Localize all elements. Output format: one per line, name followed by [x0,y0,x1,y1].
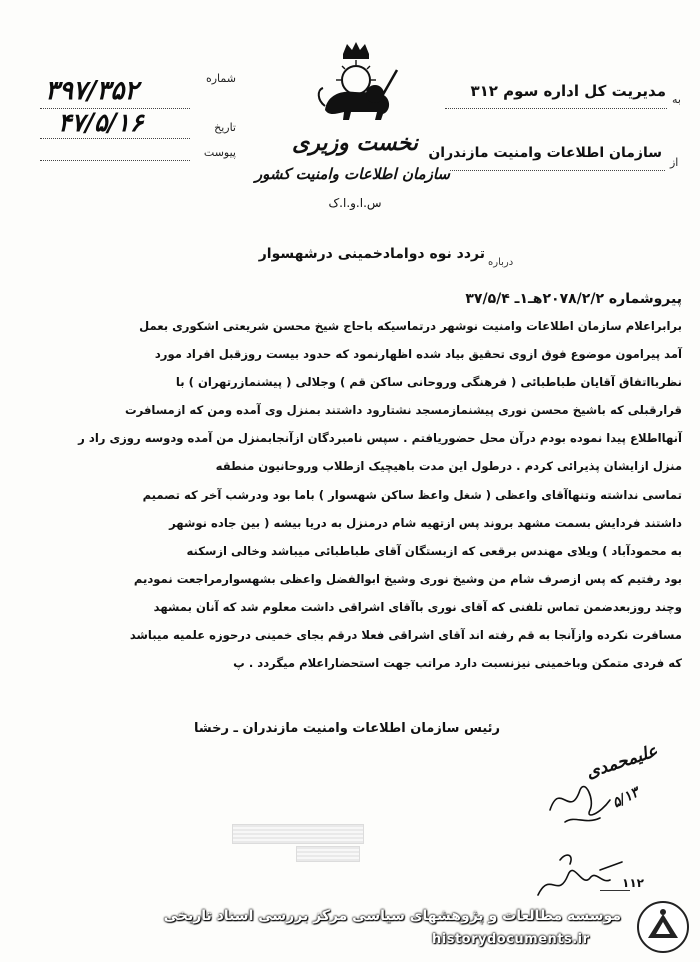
body-line: داشتند فردایش بسمت مشهد بروند پس ازتهیه شام درمنزل به دریا بیشه ( بین جاده نوشهر [169,515,682,530]
handwritten-note-date: ۵/۱۳ [609,784,642,812]
handwritten-number: ۳۹۷/۳۵۲ [45,76,139,106]
date-underline [40,138,190,139]
lion-and-sun-emblem-icon [311,40,401,126]
watermark-logo-icon [636,900,690,954]
body-line: به محمودآباد ) ویلای مهندس برقعی که ازبستگان آقای طباطبائی میباشد وخالی ازسکنه [186,543,682,558]
redacted-area [296,846,360,862]
body-line: تماسی نداشته وتنهاآقای واعظی ( شغل واعظ ساکن شهسوار ) باما بود ودرشب آخر که تصمیم [142,487,682,502]
organization-title: نخست وزیری [292,130,418,156]
body-line: بود رفتیم که پس ازصرف شام من وشیخ نوری وشیخ ابوالفضل واعظی بشهسوارمراجعت نمودیم [133,571,682,586]
redacted-area [232,824,364,844]
body-line: منزل ازایشان پذیرائی کردم . درطول این مدت باهیچیک ازطلاب وروحانیون منطقه [215,459,682,474]
date-label: تاریخ [214,121,236,134]
from-underline [450,170,665,171]
bottom-signature-scribble-icon [530,840,630,910]
body-line: برابراعلام سازمان اطلاعات وامنیت نوشهر درتماسیکه باحاج شیخ محسن شریعتی اشکوری بعمل [139,319,682,333]
initials-scribble-icon [540,770,620,830]
attachment-label: پیوست [203,146,236,159]
body-line: قرارقبلی که باشیخ محسن نوری پیشنمازمسجد نشتارود داشتند بمنزل وی آمده ومن که ازمسافرت [124,403,682,418]
bottom-code-line [600,890,630,891]
watermark-title: موسسه مطالعات و پژوهشهای سیاسی مرکز بررسی اسناد تاریخی [163,908,621,924]
organization-subtitle: سازمان اطلاعات وامنیت کشور [254,165,450,183]
subject-label: درباره [488,257,514,268]
body-line: آمد پیرامون موضوع فوق ازوی تحقیق بیاد شده اظهارنمود که حدود بیست روزقبل افراد مورد [154,347,682,362]
reference-line: پیروشماره ۲۰۷۸/۲/۲ه‍ـ۱ـ ۳۷/۵/۴ [465,291,682,307]
recipient-value: مدیریت کل اداره سوم ۳۱۲ [470,82,666,100]
subject-text: تردد نوه دوامادخمینی درشهسوار [258,246,485,262]
watermark-url: historydocuments.ir [432,932,590,947]
to-underline [445,108,667,109]
handwritten-name-note: علیمحمدی [583,741,661,783]
handwritten-date: ۴۷/۵/۱۶ [58,108,144,137]
organization-code: س.ا.و.ا.ک [328,196,382,210]
body-line: وچند روزبعدضمن تماس تلفنی که آقای نوری باآقای اشراقی داشت معلوم شد که آنان بمشهد [153,599,682,614]
attachment-underline [40,160,190,161]
from-label: از [670,156,679,169]
body-line: آنهااطلاع پیدا نموده بودم درآن محل حضوریافتم . سپس نامبردگان ازآنجابمنزل من آمده ودوسه روزی راد ر [78,431,682,446]
body-line: مسافرت نکرده وازآنجا به قم رفته اند آقای اشراقی فعلا درقم بجای خمینی درحوزه علمیه میباشد [129,628,682,643]
signatory-title: رئیس سازمان اطلاعات وامنیت مازندران ـ رخشا [194,721,500,736]
body-line: که فردی متمکن وباخمینی نیزنسبت دارد مراتب جهت استحضاراعلام میگردد . پ [233,656,682,671]
sender-value: سازمان اطلاعات وامنیت مازندران [428,145,662,161]
number-label: شماره [205,72,236,85]
to-label: به [672,93,681,106]
body-line: نظربااتفاق آقایان طباطبائی ( فرهنگی وروحانی ساکن قم ) وجلالی ( پیشنمازرتهران ) با [175,375,682,390]
letter-body [62,312,682,677]
bottom-code: ۱۱۲ [622,876,644,890]
